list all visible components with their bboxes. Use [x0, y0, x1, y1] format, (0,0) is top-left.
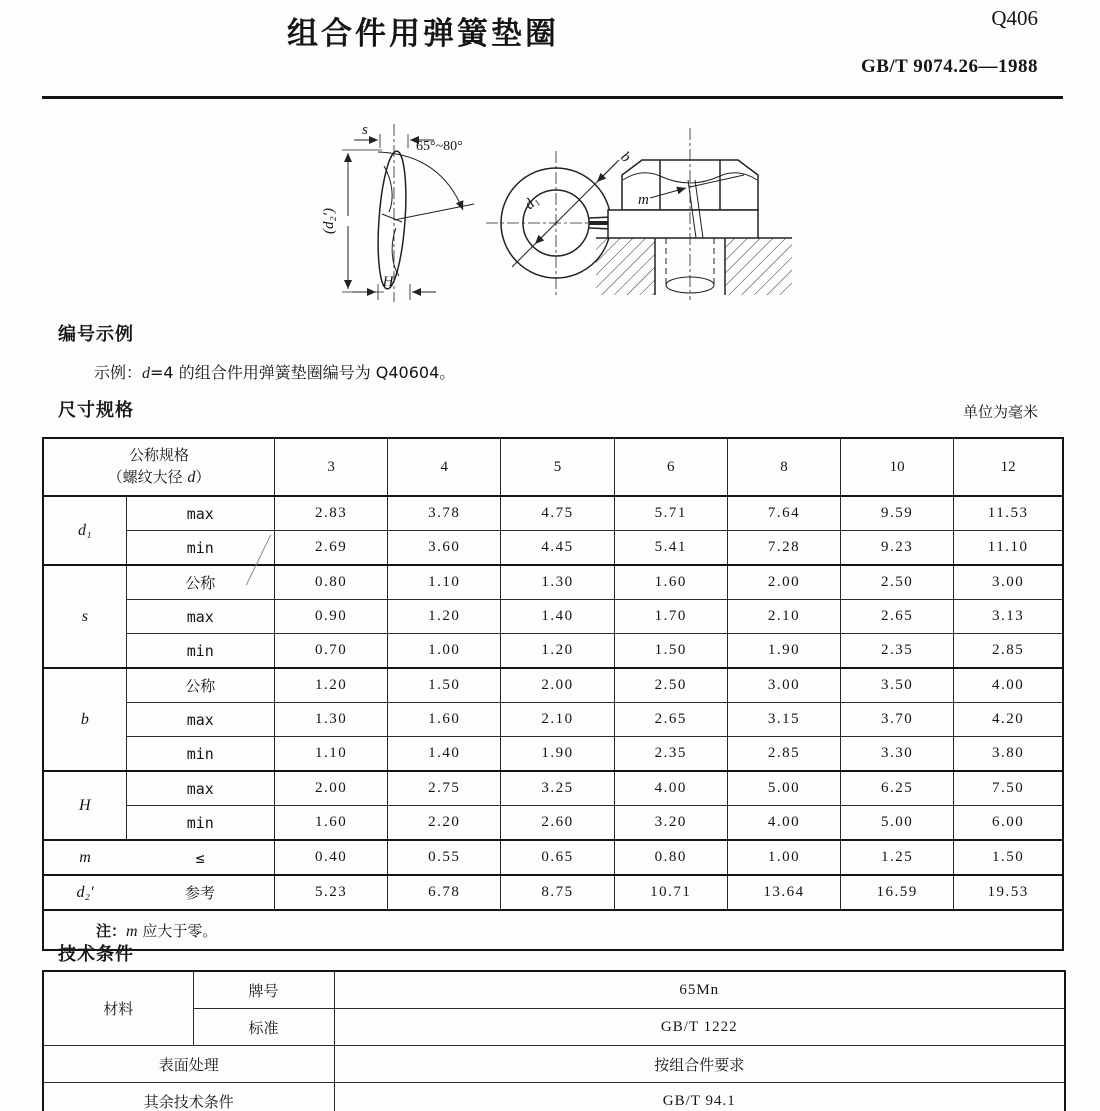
value-cell: 4.00: [614, 771, 727, 806]
value-cell: 0.70: [274, 634, 387, 669]
table-row: [43, 1009, 1065, 1046]
dim-label-m: m: [638, 192, 649, 208]
value-cell: 2.10: [727, 600, 840, 634]
value-cell: 8.75: [501, 875, 614, 910]
dim-label-d2-prime: (d₂′): [321, 208, 337, 234]
sub-cell: max: [126, 600, 274, 634]
unit-note: 单位为毫米: [962, 403, 1038, 421]
sub-cell: min: [126, 531, 274, 566]
value-cell: 5.00: [841, 806, 954, 841]
param-cell: H: [43, 771, 126, 840]
value-cell: 1.60: [614, 565, 727, 600]
header-rule: [42, 96, 1063, 99]
value-cell: 3.00: [727, 668, 840, 703]
value-cell: 0.80: [614, 840, 727, 875]
sub-cell: min: [126, 634, 274, 669]
example-suffix: =4 的组合件用弹簧垫圈编号为 Q40604。: [150, 363, 456, 382]
value-cell: 13.64: [727, 875, 840, 910]
value-cell: 5.41: [614, 531, 727, 566]
table-row: [43, 703, 1063, 737]
dim-label-H: H: [382, 274, 394, 290]
value-cell: 1.50: [614, 634, 727, 669]
value-cell: 1.25: [841, 840, 954, 875]
param-cell: d₁: [43, 496, 126, 565]
dim-label-b: b: [617, 148, 634, 166]
table-row: [43, 737, 1063, 772]
sub-cell: 公称: [126, 668, 274, 703]
table-note: 注：m 应大于零。: [43, 910, 1063, 950]
value-cell: 3.78: [388, 496, 501, 531]
table-row: [43, 875, 1063, 910]
numbering-example-heading: 编号示例: [58, 324, 134, 345]
value-cell: 2.65: [841, 600, 954, 634]
value-cell: 2.69: [274, 531, 387, 566]
value-cell: 3.70: [841, 703, 954, 737]
value-cell: 2.85: [727, 737, 840, 772]
standard-number: GB/T 9074.26—1988: [860, 56, 1038, 77]
value-cell: 1.90: [727, 634, 840, 669]
value-cell: 3.60: [388, 531, 501, 566]
value-cell: 3.15: [727, 703, 840, 737]
washer-section: [608, 210, 758, 238]
param-cell: m: [43, 840, 126, 875]
value-cell: 5.71: [614, 496, 727, 531]
value-cell: 4.00: [727, 806, 840, 841]
value-cell: 2.75: [388, 771, 501, 806]
value-cell: 2.35: [614, 737, 727, 772]
value-cell: 0.65: [501, 840, 614, 875]
label-cell: 其余技术条件: [43, 1083, 334, 1111]
table-note-row: [43, 910, 1063, 950]
spec-line1: 公称规格: [128, 445, 189, 464]
value-cell: 19.53: [954, 875, 1063, 910]
value-cell: 7.64: [727, 496, 840, 531]
value-cell: 2.50: [841, 565, 954, 600]
value-cell: 3.80: [954, 737, 1063, 772]
table-row: [43, 668, 1063, 703]
value-cell: 6.25: [841, 771, 954, 806]
dimensions-table: [42, 437, 1064, 951]
material-label-cell: 材料: [43, 971, 193, 1046]
value-cell: 1.10: [388, 565, 501, 600]
size-header-cell: 10: [841, 438, 954, 496]
param-cell: b: [43, 668, 126, 771]
value-cell: 1.50: [388, 668, 501, 703]
label-cell: 标准: [193, 1009, 334, 1046]
value-cell: 0.80: [274, 565, 387, 600]
value-cell: 1.90: [501, 737, 614, 772]
value-cell: 9.23: [841, 531, 954, 566]
value-cell: 7.50: [954, 771, 1063, 806]
value-cell: 16.59: [841, 875, 954, 910]
sub-cell: max: [126, 703, 274, 737]
page-title: 组合件用弹簧垫圈: [287, 16, 559, 52]
value-cell: 2.00: [501, 668, 614, 703]
value-cell: 3.00: [954, 565, 1063, 600]
value-cell: 1.00: [727, 840, 840, 875]
table-header-row: [43, 438, 1063, 496]
value-cell: 2.83: [274, 496, 387, 531]
value-cell: 1.60: [274, 806, 387, 841]
value-cell: 2.60: [501, 806, 614, 841]
sub-cell: 公称: [126, 565, 274, 600]
value-cell: 1.00: [388, 634, 501, 669]
dim-label-d1: d₁: [521, 192, 542, 213]
value-cell: 3.50: [841, 668, 954, 703]
hatched-base-right: [725, 238, 792, 295]
spec-line2: （螺纹大径 d）: [107, 468, 211, 487]
size-header-cell: 5: [501, 438, 614, 496]
value-cell: 0.90: [274, 600, 387, 634]
size-header-cell: 8: [727, 438, 840, 496]
value-cell: 7.28: [727, 531, 840, 566]
size-header-cell: 6: [614, 438, 727, 496]
value-cell: 1.30: [274, 703, 387, 737]
technical-conditions-heading: 技术条件: [58, 944, 134, 965]
sub-cell: max: [126, 771, 274, 806]
value-cell: 1.20: [501, 634, 614, 669]
spec-header-cell: [43, 438, 274, 496]
value-cell: 4.20: [954, 703, 1063, 737]
hatched-base-left: [596, 238, 655, 295]
value-cell: 2.10: [501, 703, 614, 737]
numbering-example-text: [94, 360, 455, 383]
value-cell: 1.20: [388, 600, 501, 634]
value-cell: 11.53: [954, 496, 1063, 531]
value-cell: 4.45: [501, 531, 614, 566]
size-header-cell: 12: [954, 438, 1063, 496]
value-cell: 3.30: [841, 737, 954, 772]
param-cell: s: [43, 565, 126, 668]
value-cell: 10.71: [614, 875, 727, 910]
angle-label: 65°~80°: [416, 139, 463, 154]
value-cell: 1.50: [954, 840, 1063, 875]
dim-label-s: s: [362, 122, 368, 138]
label-cell: 表面处理: [43, 1046, 334, 1083]
value-cell: 2.85: [954, 634, 1063, 669]
table-row: [43, 971, 1065, 1009]
table-row: [43, 600, 1063, 634]
table-row: [43, 806, 1063, 841]
sub-cell: 参考: [126, 875, 274, 910]
value-cell: 5.23: [274, 875, 387, 910]
value-cell: 1.40: [501, 600, 614, 634]
table-row: [43, 1046, 1065, 1083]
value-cell: GB/T 1222: [334, 1009, 1065, 1046]
value-cell: 1.60: [388, 703, 501, 737]
table-row: [43, 1083, 1065, 1111]
value-cell: 4.75: [501, 496, 614, 531]
sub-cell: ≤: [126, 840, 274, 875]
value-cell: 3.13: [954, 600, 1063, 634]
washer-side-view: [321, 122, 474, 302]
value-cell: 1.40: [388, 737, 501, 772]
value-cell: 11.10: [954, 531, 1063, 566]
value-cell: 1.70: [614, 600, 727, 634]
value-cell: 6.78: [388, 875, 501, 910]
table-row: [43, 531, 1063, 566]
washer-technical-drawing: [320, 118, 840, 304]
value-cell: 6.00: [954, 806, 1063, 841]
value-cell: 2.20: [388, 806, 501, 841]
size-header-cell: 3: [274, 438, 387, 496]
value-cell: 2.65: [614, 703, 727, 737]
table-row: [43, 565, 1063, 600]
table-row: [43, 771, 1063, 806]
value-cell: 4.00: [954, 668, 1063, 703]
doc-code: Q406: [991, 6, 1038, 30]
value-cell: 3.20: [614, 806, 727, 841]
value-cell: 9.59: [841, 496, 954, 531]
value-cell: 65Mn: [334, 971, 1065, 1009]
value-cell: 1.10: [274, 737, 387, 772]
technical-conditions-table: [42, 970, 1066, 1111]
value-cell: 1.30: [501, 565, 614, 600]
param-cell: d₂′: [43, 875, 126, 910]
value-cell: 0.40: [274, 840, 387, 875]
value-cell: 5.00: [727, 771, 840, 806]
value-cell: 2.50: [614, 668, 727, 703]
example-var: d: [142, 365, 151, 382]
size-header-cell: 4: [388, 438, 501, 496]
value-cell: 1.20: [274, 668, 387, 703]
sub-cell: max: [126, 496, 274, 531]
table-row: [43, 840, 1063, 875]
value-cell: 2.00: [727, 565, 840, 600]
value-cell: 3.25: [501, 771, 614, 806]
sub-cell: min: [126, 737, 274, 772]
value-cell: 按组合件要求: [334, 1046, 1065, 1083]
sub-cell: min: [126, 806, 274, 841]
value-cell: 0.55: [388, 840, 501, 875]
value-cell: 2.35: [841, 634, 954, 669]
dimensions-heading: 尺寸规格: [58, 400, 134, 421]
value-cell: GB/T 94.1: [334, 1083, 1065, 1111]
table-row: [43, 496, 1063, 531]
label-cell: 牌号: [193, 971, 334, 1009]
example-prefix: 示例：: [94, 363, 143, 382]
table-row: [43, 634, 1063, 669]
value-cell: 2.00: [274, 771, 387, 806]
